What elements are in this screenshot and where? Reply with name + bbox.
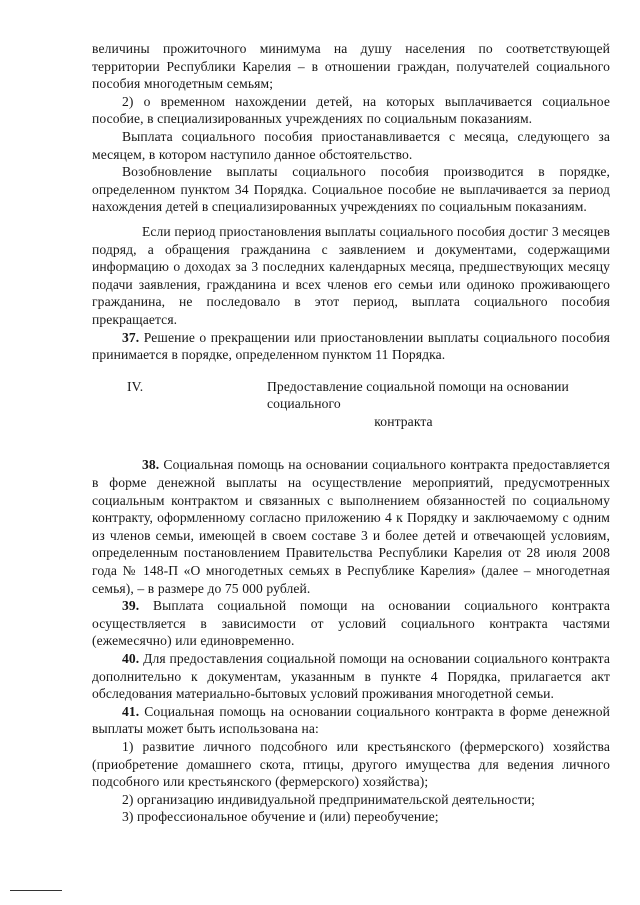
paragraph-suspension: Выплата социального пособия приостанавливается с месяца, следующего за месяцем, в котором наступило данное обстоятельство. <box>92 128 610 162</box>
footer-rule <box>10 890 62 891</box>
paragraph-37-text: Решение о прекращении или приостановлении выплаты социального пособия принимается в порядке, определенном пунктом 11 Порядка. <box>92 329 610 363</box>
document-body <box>92 40 610 826</box>
paragraph-37-number: 37. <box>122 329 140 345</box>
paragraph-39-number: 39. <box>122 598 140 614</box>
list-item: 3) профессиональное обучение и (или) переобучение; <box>122 809 439 825</box>
section-number: IV. <box>127 378 144 394</box>
paragraph-39 <box>92 597 610 650</box>
section-heading <box>92 378 610 431</box>
paragraph-item-2: 2) о временном нахождении детей, на которых выплачивается социальное пособие, в специализированных учреждениях по социальным показаниям. <box>92 93 610 127</box>
paragraph-40-number: 40. <box>122 651 140 666</box>
list-item: 1) развитие личного подсобного или крестьянского (фермерского) хозяйства (приобретение домашнего скота, птицы, другого имущества для ведения личного подсобного или крестьянского (фермерского) хозяйства); <box>92 738 610 790</box>
paragraph-continuation: величины прожиточного минимума на душу населения по соответствующей территории Республики Карелия – в отношении граждан, получателей социального пособия многодетным семьям; <box>92 41 610 92</box>
paragraph-41-number: 41. <box>122 703 140 719</box>
paragraph-38-text: Социальная помощь на основании социального контракта предоставляется в форме денежной выплаты на осуществление мероприятий, предусмотренных социальным контрактом и связанных с выполнением обязанностей по социальному контракту, оформленному согласно приложению 4 к Порядку и заключаемому с одним из членов семьи, имеющей в своем составе 3 и более детей и отвечающей условиям, определенным постановлением Правительства Республики Карелия от 28 июля 2008 года № 148-П «О многодетных семьях в Республике Карелия» (далее – многодетная семья), – в размере до 75 000 рублей. <box>92 457 610 596</box>
paragraph-41 <box>92 703 610 738</box>
paragraph-39-text: Выплата социальной помощи на основании социального контракта осуществляется в зависимости от условий социального контракта частями (ежемесячно) или единовременно. <box>92 598 610 649</box>
section-title-line1: Предоставление социальной помощи на основании социального <box>267 378 569 412</box>
section-title-line2: контракта <box>374 413 433 429</box>
paragraph-38-number: 38. <box>142 457 160 473</box>
paragraph-38 <box>92 456 610 597</box>
paragraph-resumption: Возобновление выплаты социального пособия производится в порядке, определенном пунктом 34 Порядка. Социальное пособие не выплачивается за период нахождения детей в специализированных учреждениях по социальным показаниям. <box>92 164 610 215</box>
paragraph-termination: Если период приостановления выплаты социального пособия достиг 3 месяцев подряд, а обращения гражданина с заявлением и документами, содержащими информацию о доходах за 3 последних календарных месяца, предшествующих месяцу подачи заявления, гражданина и всех членов его семьи или одиноко проживающего гражданина, не последовало в этот период, выплата социального пособия прекращается. <box>92 223 610 327</box>
paragraph-40 <box>92 650 610 703</box>
list-item: 2) организацию индивидуальной предпринимательской деятельности; <box>122 791 536 807</box>
paragraph-40-text: Для предоставления социальной помощи на основании социального контракта дополнительно к документам, указанным в пункте 4 Порядка, прилагается акт обследования материально-бытовых условий проживания многодетной семьи. <box>92 651 610 702</box>
paragraph-37 <box>92 329 610 364</box>
paragraph-41-text: Социальная помощь на основании социального контракта в форме денежной выплаты может быть использована на: <box>92 703 610 737</box>
